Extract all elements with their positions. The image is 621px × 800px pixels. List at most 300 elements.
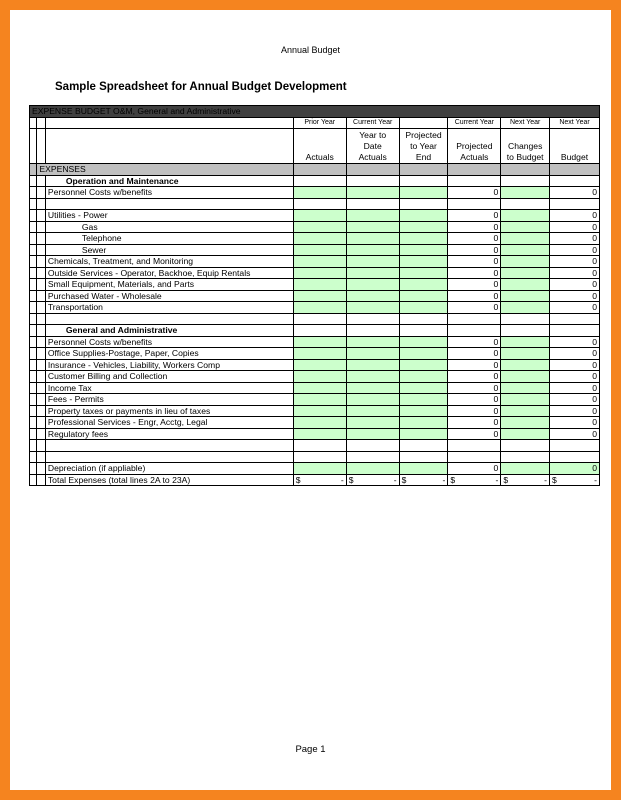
table-cell [550, 325, 600, 337]
margin-cell [37, 175, 45, 187]
currency-symbol: $ [295, 474, 301, 485]
table-cell [293, 313, 346, 325]
margin-cell [37, 474, 45, 486]
column-top-label: Prior Year [293, 117, 346, 129]
table-cell [448, 451, 501, 463]
margin-cell [37, 336, 45, 348]
table-cell [448, 325, 501, 337]
currency-symbol: $ [450, 474, 456, 485]
projected-year-end-cell [399, 302, 448, 314]
margin-cell [30, 233, 37, 245]
margin-cell [30, 348, 37, 360]
projected-year-end-cell [399, 428, 448, 440]
table-cell [448, 175, 501, 187]
total-label: Total Expenses (total lines 2A to 23A) [45, 474, 293, 486]
prior-actuals-cell [293, 302, 346, 314]
ytd-actuals-cell [346, 382, 399, 394]
amount-dash: - [340, 474, 344, 485]
ga-section-header-label: General and Administrative [45, 325, 293, 337]
margin-cell [30, 279, 37, 291]
table-row [30, 267, 600, 279]
table-cell [45, 451, 293, 463]
line-item-label: Personnel Costs w/benefits [45, 336, 293, 348]
changes-to-budget-cell [501, 417, 550, 429]
changes-to-budget-cell [501, 302, 550, 314]
changes-to-budget-cell [501, 359, 550, 371]
line-item-label: Gas [45, 221, 293, 233]
column-header-line: Actuals [358, 152, 387, 162]
label-header-cell [45, 129, 293, 164]
ytd-actuals-cell [346, 405, 399, 417]
table-row [30, 244, 600, 256]
margin-cell [30, 474, 37, 486]
prior-actuals-cell [293, 428, 346, 440]
projected-actuals-cell: 0 [448, 428, 501, 440]
table-cell [501, 313, 550, 325]
header-title: Annual Budget [280, 45, 341, 55]
table-cell [346, 164, 399, 176]
column-header-line: Actuals [460, 152, 489, 162]
projected-year-end-cell [399, 371, 448, 383]
ytd-actuals-cell [346, 256, 399, 268]
line-item-label: Personnel Costs w/benefits [45, 187, 293, 199]
budget-cell: 0 [550, 267, 600, 279]
line-item-label: Regulatory fees [45, 428, 293, 440]
line-item-label [45, 198, 293, 210]
changes-to-budget-cell [501, 267, 550, 279]
budget-cell: 0 [550, 348, 600, 360]
projected-year-end-cell [399, 348, 448, 360]
table-cell [550, 313, 600, 325]
currency-amount [349, 475, 397, 486]
currency-amount [296, 475, 344, 486]
table-cell [293, 175, 346, 187]
table-row [30, 256, 600, 268]
currency-symbol: $ [401, 474, 407, 485]
budget-cell: 0 [550, 210, 600, 222]
line-item-label: Small Equipment, Materials, and Parts [45, 279, 293, 291]
line-item-label: Sewer [45, 244, 293, 256]
table-cell [45, 313, 293, 325]
margin-cell [30, 117, 37, 129]
table-cell [399, 440, 448, 452]
projected-actuals-cell: 0 [448, 221, 501, 233]
projected-year-end-cell [399, 382, 448, 394]
margin-cell [37, 198, 45, 210]
amount-dash: - [544, 474, 548, 485]
table-cell [346, 313, 399, 325]
table-row [30, 290, 600, 302]
currency-symbol: $ [503, 474, 509, 485]
margin-cell [37, 382, 45, 394]
prior-actuals-cell [293, 187, 346, 199]
projected-year-end-cell [399, 359, 448, 371]
table-row [30, 279, 600, 291]
ytd-actuals-cell [346, 233, 399, 245]
table-cell [293, 440, 346, 452]
projected-year-end-cell [399, 405, 448, 417]
margin-cell [30, 336, 37, 348]
table-row [30, 394, 600, 406]
table-cell [30, 313, 37, 325]
projected-year-end-cell [399, 417, 448, 429]
amount-dash: - [594, 474, 597, 485]
line-item-label: Fees - Permits [45, 394, 293, 406]
prior-actuals-cell [293, 348, 346, 360]
margin-cell [37, 394, 45, 406]
ytd-actuals-cell [346, 210, 399, 222]
projected-year-end-cell [399, 233, 448, 245]
table-cell [501, 325, 550, 337]
ytd-actuals-cell [346, 187, 399, 199]
table-cell [293, 164, 346, 176]
changes-to-budget-cell [501, 290, 550, 302]
budget-cell: 0 [550, 187, 600, 199]
margin-cell [30, 428, 37, 440]
budget-cell: 0 [550, 417, 600, 429]
line-item-label: Telephone [45, 233, 293, 245]
margin-cell [37, 405, 45, 417]
table-cell [448, 313, 501, 325]
column-header-line: Changes [507, 141, 543, 151]
margin-cell [30, 405, 37, 417]
projected-year-end-cell [399, 463, 448, 475]
currency-symbol: $ [348, 474, 354, 485]
table-cell [37, 440, 45, 452]
amount-dash: - [393, 474, 397, 485]
currency-symbol: $ [552, 474, 557, 485]
prior-actuals-cell [293, 417, 346, 429]
amount-dash: - [495, 474, 499, 485]
line-item-label: Depreciation (if appliable) [45, 463, 293, 475]
margin-cell [30, 187, 37, 199]
projected-actuals-cell: 0 [448, 244, 501, 256]
margin-cell [30, 267, 37, 279]
line-item-label: Property taxes or payments in lieu of taxes [45, 405, 293, 417]
table-cell [346, 451, 399, 463]
budget-cell: 0 [550, 256, 600, 268]
prior-actuals-cell [293, 382, 346, 394]
line-item-label: Professional Services - Engr, Acctg, Legal [45, 417, 293, 429]
changes-to-budget-cell [501, 187, 550, 199]
projected-actuals-cell: 0 [448, 382, 501, 394]
projected-year-end-cell [399, 256, 448, 268]
column-header-line: Actuals [305, 152, 334, 162]
ytd-actuals-cell [346, 463, 399, 475]
budget-cell: 0 [550, 302, 600, 314]
table-cell [37, 313, 45, 325]
table-cell [37, 451, 45, 463]
prior-actuals-cell [293, 405, 346, 417]
prior-actuals-cell [293, 359, 346, 371]
changes-to-budget-cell [501, 198, 550, 210]
table-row [30, 359, 600, 371]
ytd-actuals-cell [346, 336, 399, 348]
prior-actuals-cell [293, 256, 346, 268]
projected-actuals-cell: 0 [448, 371, 501, 383]
table-cell [45, 440, 293, 452]
table-cell [501, 451, 550, 463]
budget-table [29, 105, 600, 486]
projected-year-end-cell [399, 244, 448, 256]
column-header [346, 129, 399, 164]
margin-cell [37, 417, 45, 429]
ytd-actuals-cell [346, 371, 399, 383]
projected-year-end-cell [399, 394, 448, 406]
projected-year-end-cell [399, 290, 448, 302]
ytd-actuals-cell [346, 348, 399, 360]
column-top-label: Current Year [448, 117, 501, 129]
margin-cell [37, 348, 45, 360]
table-row [30, 348, 600, 360]
budget-cell: 0 [550, 394, 600, 406]
projected-actuals-cell: 0 [448, 233, 501, 245]
projected-year-end-cell [399, 267, 448, 279]
ytd-actuals-cell [346, 394, 399, 406]
total-amount-cell [293, 474, 346, 486]
column-top-label: Next Year [501, 117, 550, 129]
table-row [30, 302, 600, 314]
prior-actuals-cell [293, 290, 346, 302]
blank-row [30, 451, 600, 463]
projected-actuals-cell: 0 [448, 417, 501, 429]
margin-cell [37, 117, 45, 129]
table-row [30, 371, 600, 383]
projected-actuals-cell: 0 [448, 405, 501, 417]
margin-cell [30, 302, 37, 314]
margin-cell [37, 302, 45, 314]
margin-cell [37, 233, 45, 245]
column-header-line: to Budget [506, 152, 544, 162]
budget-cell: 0 [550, 233, 600, 245]
margin-cell [30, 371, 37, 383]
table-cell [501, 164, 550, 176]
table-cell [30, 451, 37, 463]
margin-cell [37, 371, 45, 383]
table-cell [550, 440, 600, 452]
margin-cell [30, 325, 37, 337]
margin-cell [30, 175, 37, 187]
total-amount-cell [448, 474, 501, 486]
table-row [30, 187, 600, 199]
projected-actuals-cell: 0 [448, 187, 501, 199]
line-item-label: Outside Services - Operator, Backhoe, Equip Rentals [45, 267, 293, 279]
currency-amount [503, 475, 547, 486]
table-row [30, 428, 600, 440]
ytd-actuals-cell [346, 279, 399, 291]
budget-cell: 0 [550, 359, 600, 371]
margin-cell [30, 210, 37, 222]
line-item-label: Chemicals, Treatment, and Monitoring [45, 256, 293, 268]
expenses-section-row [30, 164, 600, 176]
table-row [30, 233, 600, 245]
margin-cell [37, 359, 45, 371]
margin-cell [37, 187, 45, 199]
table-cell [399, 175, 448, 187]
changes-to-budget-cell [501, 348, 550, 360]
expense-budget-banner: EXPENSE BUDGET O&M, General and Administrative [30, 106, 600, 118]
table-row [30, 382, 600, 394]
margin-cell [30, 256, 37, 268]
projected-actuals-cell: 0 [448, 302, 501, 314]
margin-cell [30, 394, 37, 406]
budget-cell: 0 [550, 428, 600, 440]
prior-actuals-cell [293, 267, 346, 279]
budget-cell [550, 198, 600, 210]
margin-cell [37, 267, 45, 279]
table-row [30, 417, 600, 429]
margin-cell [37, 221, 45, 233]
table-cell [293, 451, 346, 463]
prior-actuals-cell [293, 279, 346, 291]
currency-amount [552, 475, 597, 486]
line-item-label: Insurance - Vehicles, Liability, Workers Comp [45, 359, 293, 371]
table-row [30, 221, 600, 233]
projected-actuals-cell: 0 [448, 210, 501, 222]
margin-cell [37, 256, 45, 268]
column-header [501, 129, 550, 164]
table-cell [30, 440, 37, 452]
margin-cell [37, 463, 45, 475]
budget-cell: 0 [550, 371, 600, 383]
projected-actuals-cell: 0 [448, 290, 501, 302]
margin-cell [37, 244, 45, 256]
budget-cell: 0 [550, 290, 600, 302]
table-cell [550, 451, 600, 463]
projected-year-end-cell [399, 187, 448, 199]
projected-year-end-cell [399, 198, 448, 210]
prior-actuals-cell [293, 210, 346, 222]
ytd-actuals-cell [346, 428, 399, 440]
table-row [30, 198, 600, 210]
total-amount-cell [501, 474, 550, 486]
total-amount-cell [399, 474, 448, 486]
total-amount-cell [346, 474, 399, 486]
prior-actuals-cell [293, 394, 346, 406]
table-cell [346, 440, 399, 452]
table-row [30, 336, 600, 348]
ga-section-header [30, 325, 600, 337]
table-cell [550, 164, 600, 176]
table-cell [501, 175, 550, 187]
column-header [550, 129, 600, 164]
column-header-row [30, 129, 600, 164]
budget-cell: 0 [550, 405, 600, 417]
table-cell [550, 175, 600, 187]
margin-cell [30, 129, 37, 164]
changes-to-budget-cell [501, 279, 550, 291]
margin-cell [37, 279, 45, 291]
projected-actuals-cell: 0 [448, 463, 501, 475]
column-header [399, 129, 448, 164]
table-cell [346, 175, 399, 187]
table-cell [399, 325, 448, 337]
margin-cell [37, 210, 45, 222]
total-row [30, 474, 600, 486]
table-cell [399, 451, 448, 463]
column-header [448, 129, 501, 164]
column-header-line: to Year [410, 141, 437, 151]
changes-to-budget-cell [501, 336, 550, 348]
projected-year-end-cell [399, 279, 448, 291]
projected-actuals-cell: 0 [448, 336, 501, 348]
margin-cell [30, 463, 37, 475]
changes-to-budget-cell [501, 382, 550, 394]
total-amount-cell [550, 474, 600, 486]
margin-cell [37, 129, 45, 164]
prior-actuals-cell [293, 221, 346, 233]
projected-actuals-cell: 0 [448, 359, 501, 371]
changes-to-budget-cell [501, 256, 550, 268]
line-item-label: Customer Billing and Collection [45, 371, 293, 383]
ytd-actuals-cell [346, 244, 399, 256]
om-section-header [30, 175, 600, 187]
depreciation-row [30, 463, 600, 475]
margin-cell [30, 244, 37, 256]
expenses-label: EXPENSES [37, 164, 293, 176]
margin-cell [30, 359, 37, 371]
ytd-actuals-cell [346, 198, 399, 210]
column-header [293, 129, 346, 164]
table-cell [448, 164, 501, 176]
prior-actuals-cell [293, 198, 346, 210]
projected-year-end-cell [399, 336, 448, 348]
column-top-label [399, 117, 448, 129]
prior-actuals-cell [293, 336, 346, 348]
budget-cell: 0 [550, 336, 600, 348]
column-top-label: Next Year [550, 117, 600, 129]
amount-dash: - [442, 474, 446, 485]
ytd-actuals-cell [346, 359, 399, 371]
ytd-actuals-cell [346, 221, 399, 233]
blank-row [30, 440, 600, 452]
banner-row [30, 106, 600, 118]
budget-cell: 0 [550, 382, 600, 394]
changes-to-budget-cell [501, 394, 550, 406]
margin-cell [37, 290, 45, 302]
changes-to-budget-cell [501, 463, 550, 475]
label-header-cell [45, 117, 293, 129]
column-header-line: Projected [456, 141, 493, 151]
projected-actuals-cell: 0 [448, 394, 501, 406]
line-item-label: Transportation [45, 302, 293, 314]
document-title: Sample Spreadsheet for Annual Budget Development [55, 81, 347, 93]
margin-cell [37, 325, 45, 337]
margin-cell [30, 164, 37, 176]
ytd-actuals-cell [346, 290, 399, 302]
table-cell [501, 440, 550, 452]
margin-cell [37, 428, 45, 440]
projected-actuals-cell: 0 [448, 267, 501, 279]
om-section-header-label: Operation and Maintenance [45, 175, 293, 187]
projected-year-end-cell [399, 221, 448, 233]
projected-actuals-cell: 0 [448, 256, 501, 268]
projected-actuals-cell: 0 [448, 348, 501, 360]
budget-cell: 0 [550, 279, 600, 291]
table-row [30, 210, 600, 222]
budget-cell: 0 [550, 244, 600, 256]
budget-cell: 0 [550, 463, 600, 475]
changes-to-budget-cell [501, 244, 550, 256]
line-item-label: Utilities - Power [45, 210, 293, 222]
table-cell [346, 325, 399, 337]
column-header-line: Projected [405, 130, 442, 140]
document-page [10, 10, 611, 790]
prior-actuals-cell [293, 371, 346, 383]
table-cell [399, 164, 448, 176]
ytd-actuals-cell [346, 302, 399, 314]
prior-actuals-cell [293, 463, 346, 475]
